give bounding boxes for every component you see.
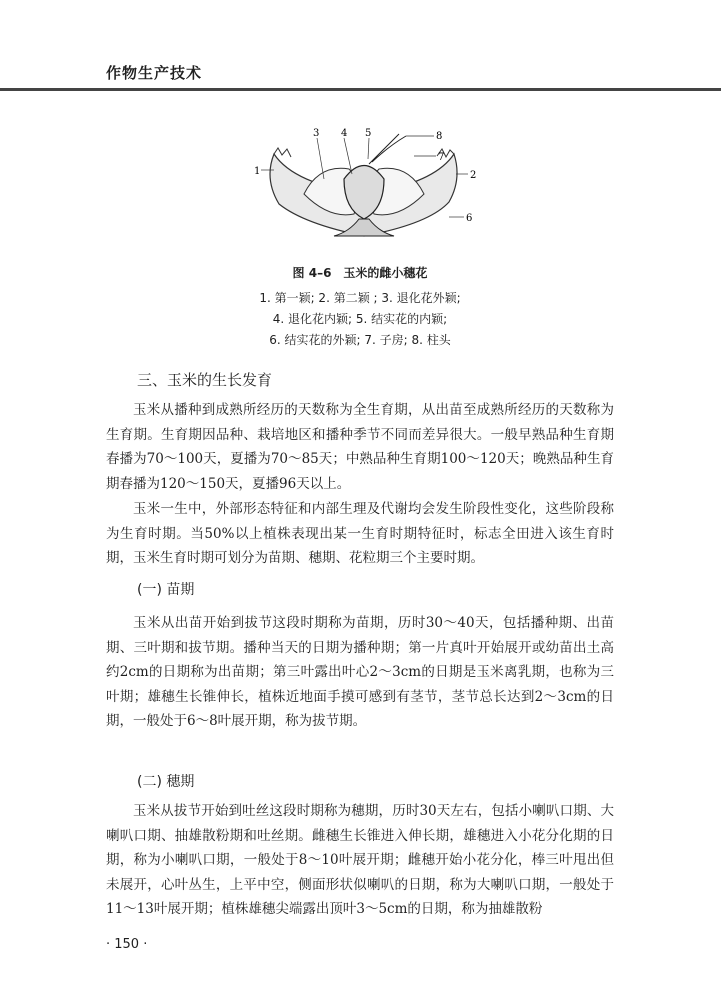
paragraph: 玉米从出苗开始到拔节这段时期称为苗期，历时30～40天，包括播种期、出苗期、三叶期和拔节期。播种当天的日期为播种期；第一片真叶开始展开或幼苗出土高约2cm的日期称为出苗期；第三叶露出叶心2～3cm的日期是玉米离乳期，也称为三叶期；雄穗生长锥伸长，植株近地面手摸可感到有茎节，茎节总长达到2～3cm的日期，一般处于6～8叶展开期，称为拔节期。	[106, 615, 614, 729]
figure-maize-female-spikelet	[234, 124, 494, 252]
callout-7: 7	[438, 152, 445, 163]
running-header: 作物生产技术	[106, 64, 203, 82]
callout-3: 3	[313, 128, 320, 139]
figure-caption-title: 图 4–6 玉米的雌小穗花	[292, 266, 428, 280]
paragraph: 玉米一生中，外部形态特征和内部生理及代谢均会发生阶段性变化，这些阶段称为生育时期。当50%以上植株表现出某一生育时期特征时，标志全田进入该生育时期，玉米生育时期可划分为苗期、穗期、花粒期三个主要时期。	[106, 501, 614, 566]
callout-6: 6	[466, 213, 473, 224]
subsection-heading-ear: (二) 穗期	[137, 774, 195, 790]
paragraph: 玉米从拔节开始到吐丝这段时期称为穗期，历时30天左右，包括小喇叭口期、大喇叭口期、抽雄散粉期和吐丝期。雌穗生长锥进入伸长期，雄穗进入小花分化期的日期，称为小喇叭口期，一般处于8～10叶展开期；雌穗开始小花分化，棒三叶甩出但未展开，心叶丛生，上平中空，侧面形状似喇叭的日期，称为大喇叭口期，一般处于11～13叶展开期；植株雄穗尖端露出顶叶3～5cm的日期，称为抽雄散粉	[106, 803, 614, 917]
page-number: · 150 ·	[106, 937, 148, 952]
section-heading: 三、玉米的生长发育	[137, 371, 273, 389]
callout-4: 4	[341, 128, 348, 139]
figure-caption-line: 6. 结实花的外颖; 7. 子房; 8. 柱头	[269, 333, 451, 347]
subsection-heading-seedling: (一) 苗期	[137, 582, 195, 598]
callout-5: 5	[365, 128, 372, 139]
figure-caption-line: 1. 第一颖; 2. 第二颖 ; 3. 退化花外颖;	[259, 291, 461, 305]
header-divider	[0, 88, 721, 91]
figure-caption-line: 4. 退化花内颖; 5. 结实花的内颖;	[272, 312, 448, 326]
paragraph: 玉米从播种到成熟所经历的天数称为全生育期，从出苗至成熟所经历的天数称为生育期。生育期因品种、栽培地区和播种季节不同而差异很大。一般早熟品种生育期春播为70～100天，夏播为70～85天；中熟品种生育期100～120天；晚熟品种生育期春播为120～150天，夏播96天以上。	[106, 402, 614, 492]
callout-2: 2	[470, 170, 477, 181]
spikelet-illustration	[234, 124, 494, 252]
callout-1: 1	[254, 166, 261, 177]
callout-8: 8	[436, 131, 443, 142]
